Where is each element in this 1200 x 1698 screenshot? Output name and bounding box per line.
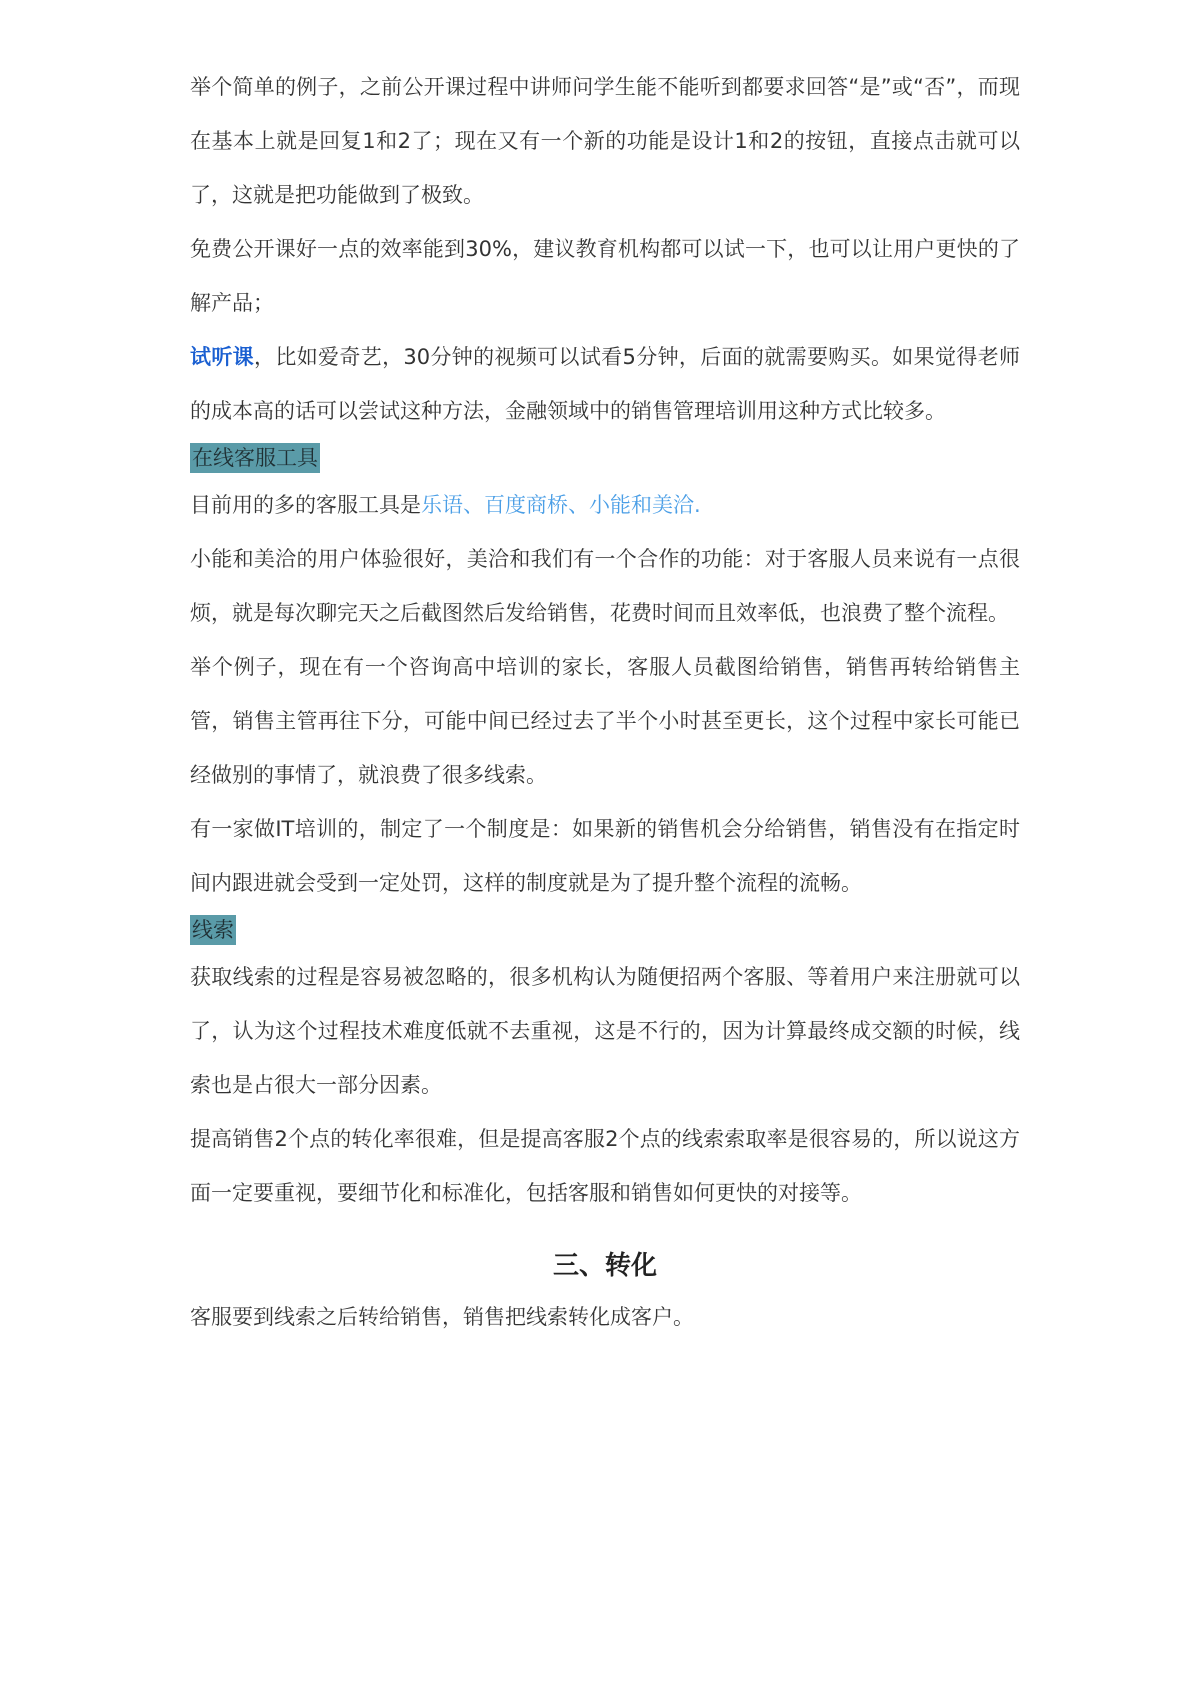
paragraph-free-open-class: 免费公开课好一点的效率能到30%，建议教育机构都可以试一下，也可以让用户更快的了解产品； bbox=[190, 237, 1020, 315]
paragraph-user-experience: 小能和美洽的用户体验很好，美洽和我们有一个合作的功能：对于客服人员来说有一点很烦，就是每次聊完天之后截图然后发给销售，花费时间而且效率低，也浪费了整个流程。 bbox=[190, 547, 1020, 625]
section-label-row-online-service bbox=[190, 438, 1020, 478]
paragraph-parent-example: 举个例子，现在有一个咨询高中培训的家长，客服人员截图给销售，销售再转给销售主管，销售主管再往下分，可能中间已经过去了半个小时甚至更长，这个过程中家长可能已经做别的事情了，就浪费了很多线索。 bbox=[190, 655, 1020, 787]
paragraph-service-tools-prefix: 目前用的多的客服工具是 bbox=[190, 493, 421, 517]
paragraph-example-open-class: 举个简单的例子，之前公开课过程中讲师问学生能不能听到都要求回答“是”或“否”，而现在基本上就是回复1和2了；现在又有一个新的功能是设计1和2的按钮，直接点击就可以了，这就是把功能做到了极致。 bbox=[190, 75, 1020, 207]
paragraph-trial-class bbox=[190, 330, 1020, 438]
section-label-leads: 线索 bbox=[190, 915, 236, 945]
paragraph-it-training: 有一家做IT培训的，制定了一个制度是：如果新的销售机会分给销售，销售没有在指定时间内跟进就会受到一定处罚，这样的制度就是为了提升整个流程的流畅。 bbox=[190, 817, 1020, 895]
paragraph-conversion: 客服要到线索之后转给销售，销售把线索转化成客户。 bbox=[190, 1305, 694, 1329]
document-page bbox=[190, 60, 1020, 1344]
heading-conversion: 三、转化 bbox=[552, 1251, 657, 1281]
paragraph-conversion-rate: 提高销售2个点的转化率很难，但是提高客服2个点的线索索取率是很容易的，所以说这方面一定要重视，要细节化和标准化，包括客服和销售如何更快的对接等。 bbox=[190, 1127, 1020, 1205]
section-label-online-service-tools: 在线客服工具 bbox=[190, 443, 320, 473]
paragraph-service-tools bbox=[190, 478, 1020, 532]
paragraph-trial-class-text: ，比如爱奇艺，30分钟的视频可以试看5分钟，后面的就需要购买。如果觉得老师的成本高的话可以尝试这种方法，金融领域中的销售管理培训用这种方式比较多。 bbox=[190, 345, 1020, 423]
keyword-service-tool-names: 乐语、百度商桥、小能和美洽. bbox=[421, 493, 701, 517]
paragraph-lead-acquisition: 获取线索的过程是容易被忽略的，很多机构认为随便招两个客服、等着用户来注册就可以了，认为这个过程技术难度低就不去重视，这是不行的，因为计算最终成交额的时候，线索也是占很大一部分因素。 bbox=[190, 965, 1020, 1097]
section-label-row-leads bbox=[190, 910, 1020, 950]
keyword-trial-class: 试听课 bbox=[190, 345, 255, 369]
